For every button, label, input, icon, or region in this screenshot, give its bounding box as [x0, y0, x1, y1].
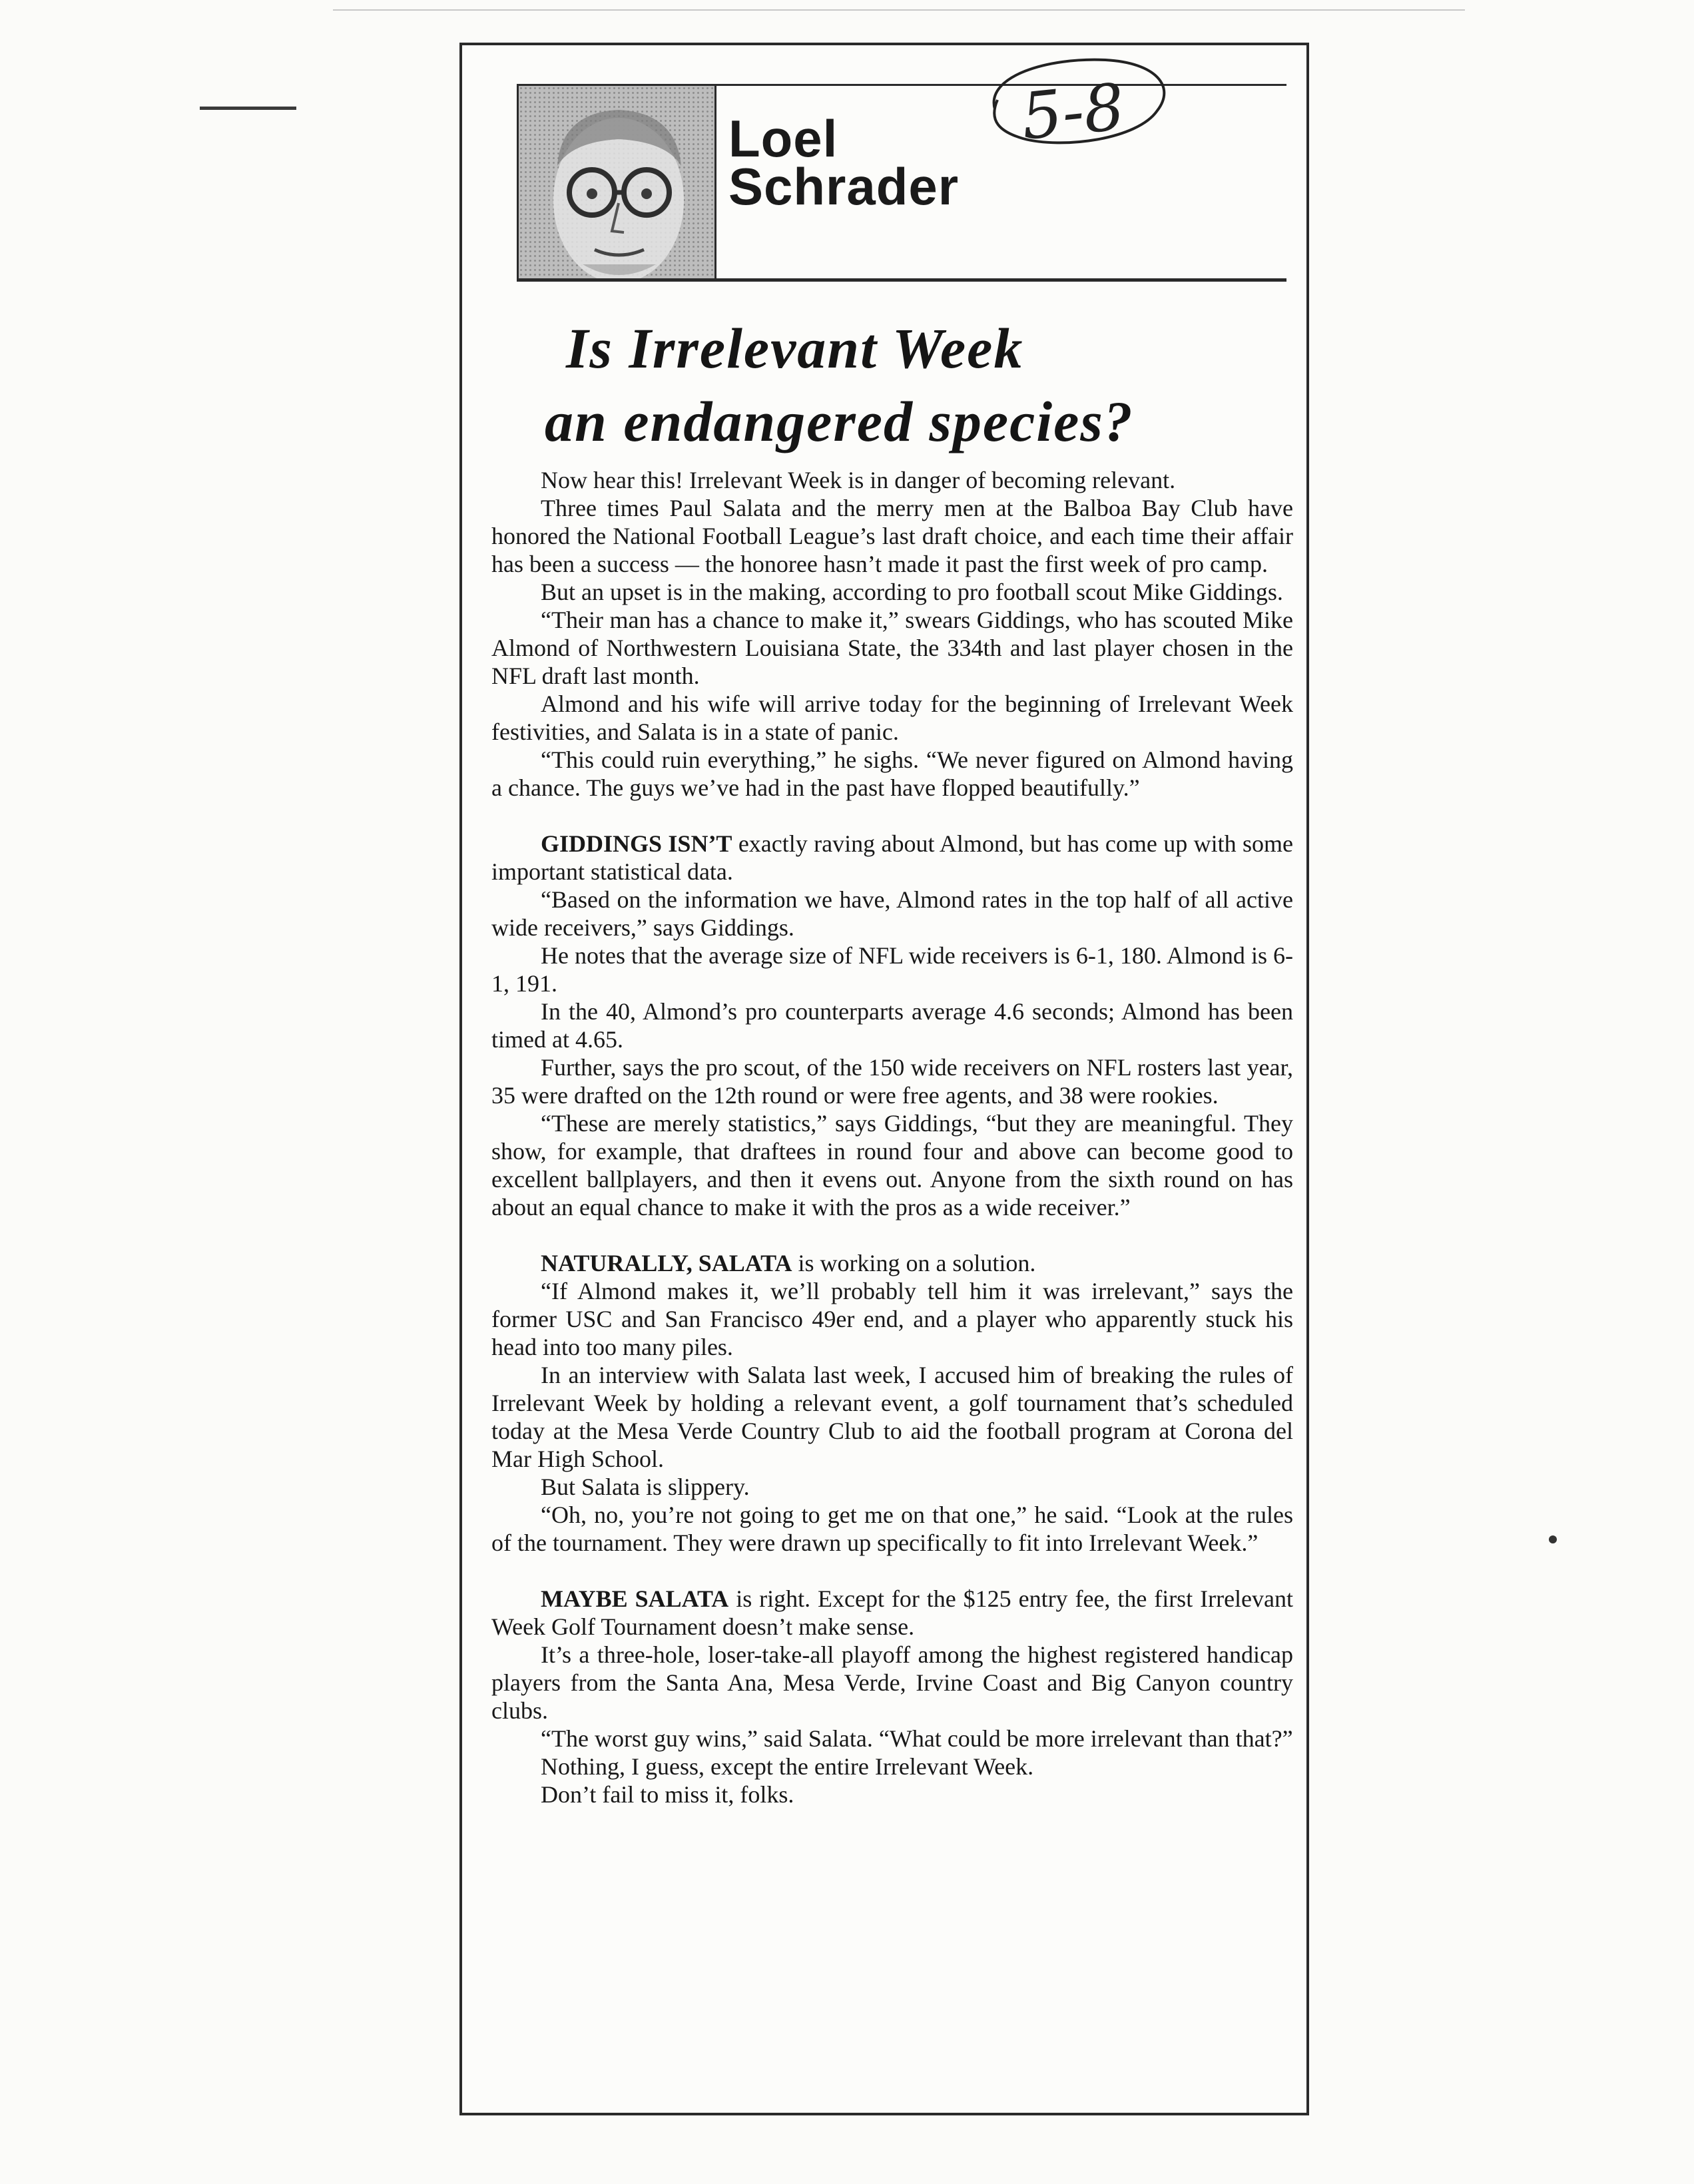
article-paragraph: [491, 1641, 1293, 1725]
paragraph-text: He notes that the average size of NFL wide receivers is 6-1, 180. Almond is 6-1, 191.: [491, 942, 1293, 997]
article-paragraph: [491, 997, 1293, 1053]
article-paragraph: [491, 1501, 1293, 1557]
article-paragraph: [491, 466, 1293, 494]
columnist-photo: [517, 84, 716, 280]
scan-speck: [1549, 1535, 1557, 1543]
article-paragraph: [491, 578, 1293, 606]
article-paragraph: [491, 830, 1293, 886]
article-paragraph: [491, 1109, 1293, 1221]
columnist-last-name: Schrader: [728, 157, 960, 216]
paragraph-text: Almond and his wife will arrive today for the beginning of Irrelevant Week festivities, and Salata is in a state of panic.: [491, 690, 1293, 745]
margin-pen-mark: [200, 107, 296, 110]
paragraph-text: Nothing, I guess, except the entire Irrelevant Week.: [541, 1753, 1034, 1780]
paragraph-text: It’s a three-hole, loser-take-all playoff among the highest registered handicap players from the Santa Ana, Mesa Verde, Irvine Coast and Big Canyon country clubs.: [491, 1641, 1293, 1724]
article-paragraph: [491, 1725, 1293, 1753]
paragraph-text: Don’t fail to miss it, folks.: [541, 1781, 794, 1808]
paragraph-text: Now hear this! Irrelevant Week is in danger of becoming relevant.: [541, 467, 1176, 493]
header-rule-bottom: [517, 278, 1286, 282]
paragraph-text: is right. Except for the $125 entry fee, the first Irrelevant Week Golf Tournament doesn’t make sense.: [491, 1585, 1294, 1640]
article-paragraph: [491, 1361, 1293, 1473]
paragraph-text: Three times Paul Salata and the merry men at the Balboa Bay Club have honored the National Football League’s last draft choice, and each time their affair has been a success — the honoree hasn’t made it past the first week of pro camp.: [491, 495, 1293, 577]
paragraph-text: “Based on the information we have, Almond rates in the top half of all active wide receivers,” says Giddings.: [491, 886, 1293, 941]
paragraph-text: “These are merely statistics,” says Giddings, “but they are meaningful. They show, for example, that draftees in round four and above can become good to excellent ballplayers, and then it evens out. Anyone from the sixth round on has about an equal chance to make it with the pros as a wide receiver.”: [491, 1110, 1293, 1221]
paragraph-lead-in: GIDDINGS ISN’T: [541, 830, 732, 857]
article-paragraph: [491, 1277, 1293, 1361]
newspaper-clipping: [459, 43, 1309, 2115]
paragraph-text: “The worst guy wins,” said Salata. “What could be more irrelevant than that?”: [541, 1725, 1293, 1752]
paragraph-text: In an interview with Salata last week, I accused him of breaking the rules of Irrelevant Week by holding a relevant event, a golf tournament that’s scheduled today at the Mesa Verde Country Club to aid the football program at Corona del Mar High School.: [491, 1362, 1293, 1472]
paragraph-text: “If Almond makes it, we’ll probably tell him it was irrelevant,” says the former USC and San Francisco 49er end, and a player who apparently stuck his head into too many piles.: [491, 1278, 1293, 1360]
article-paragraph: [491, 942, 1293, 997]
article-paragraph: [491, 1473, 1293, 1501]
article-paragraph: [491, 1753, 1293, 1780]
article-paragraph: [491, 494, 1293, 578]
paragraph-text: But an upset is in the making, according to pro football scout Mike Giddings.: [541, 579, 1283, 605]
paragraph-text: “Oh, no, you’re not going to get me on that one,” he said. “Look at the rules of the tournament. They were drawn up specifically to fit into Irrelevant Week.”: [491, 1502, 1293, 1556]
article-paragraph: [491, 746, 1293, 802]
paragraph-text: Further, says the pro scout, of the 150 wide receivers on NFL rosters last year, 35 were drafted on the 12th round or were free agents, and 38 were rookies.: [491, 1054, 1293, 1109]
columnist-byline: [728, 109, 960, 216]
paragraph-text: But Salata is slippery.: [541, 1474, 750, 1500]
article-body: [491, 466, 1293, 1808]
paragraph-lead-in: NATURALLY, SALATA: [541, 1250, 792, 1276]
article-paragraph: [491, 1585, 1293, 1641]
article-paragraph: [491, 1053, 1293, 1109]
paragraph-text: In the 40, Almond’s pro counterparts average 4.6 seconds; Almond has been timed at 4.65.: [491, 998, 1293, 1053]
handwritten-annotation: [968, 45, 1181, 165]
paragraph-text: exactly raving about Almond, but has come up with some important statistical data.: [491, 830, 1293, 885]
annotation-text: 5-8: [1017, 69, 1129, 154]
headline-line-2: an endangered species?: [545, 390, 1134, 453]
article-paragraph: [491, 1249, 1293, 1277]
paragraph-lead-in: MAYBE SALATA: [541, 1585, 729, 1612]
paragraph-text: is working on a solution.: [792, 1250, 1036, 1276]
article-paragraph: [491, 1780, 1293, 1808]
paragraph-text: “This could ruin everything,” he sighs. “We never figured on Almond having a chance. The guys we’ve had in the past have flopped beautifully.”: [491, 746, 1293, 801]
columnist-first-name: Loel: [728, 109, 838, 168]
paragraph-text: “Their man has a chance to make it,” swears Giddings, who has scouted Mike Almond of Northwestern Louisiana State, the 334th and last player chosen in the NFL draft last month.: [491, 607, 1293, 689]
article-paragraph: [491, 690, 1293, 746]
article-paragraph: [491, 606, 1293, 690]
columnist-portrait-drawing: [519, 86, 716, 280]
headline-line-1: Is Irrelevant Week: [566, 316, 1024, 380]
article-paragraph: [491, 886, 1293, 942]
scan-top-edge: [333, 9, 1465, 11]
headline: [517, 312, 1282, 458]
